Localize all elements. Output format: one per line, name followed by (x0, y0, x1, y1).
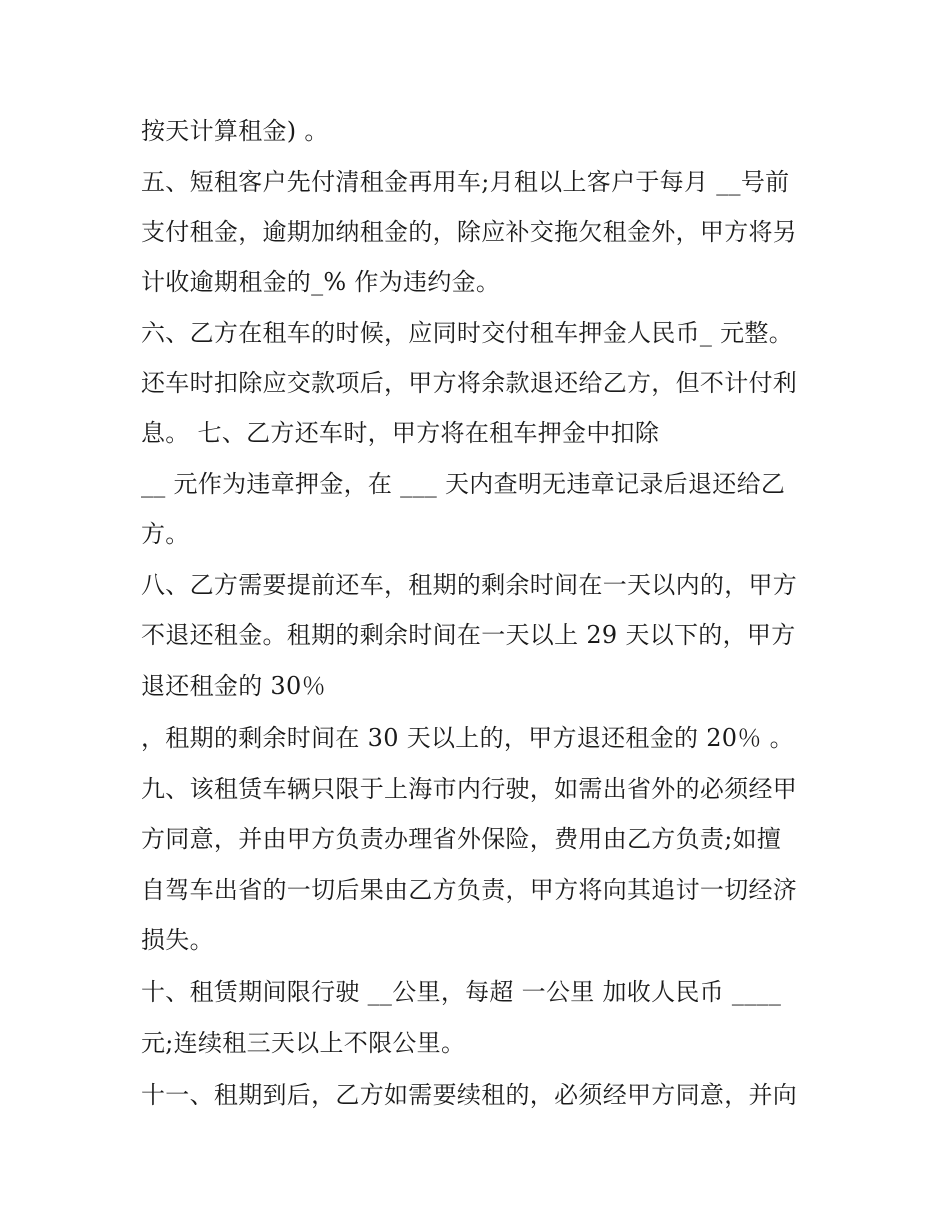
text-line: 自驾车出省的一切后果由乙方负责，甲方将向其追讨一切经济 (141, 876, 798, 904)
text-line: 退还租金的 30％ (141, 672, 326, 700)
text-line: 六、乙方在租车的时候，应同时交付租车押金人民币_ 元整。 (141, 319, 794, 347)
text-line: 十、租赁期间限行驶 __公里，每超 一公里 加收人民币 ____ (141, 978, 782, 1006)
text-line: 损失。 (141, 926, 214, 954)
text-line: 五、短租客户先付清租金再用车;月租以上客户于每月 __号前 (141, 168, 790, 196)
text-line: 方。 (141, 520, 190, 548)
text-line: __ 元作为违章押金，在 ___ 天内查明无违章记录后退还给乙 (141, 470, 786, 498)
text-line: 支付租金，逾期加纳租金的，除应补交拖欠租金外，甲方将另 (141, 218, 798, 246)
text-line: 元;连续租三天以上不限公里。 (141, 1029, 466, 1057)
text-line: 还车时扣除应交款项后，甲方将余款退还给乙方，但不计付利 (141, 369, 798, 397)
text-line: 息。 七、乙方还车时，甲方将在租车押金中扣除 (141, 419, 660, 447)
text-line: 不退还租金。租期的剩余时间在一天以上 29 天以下的，甲方 (141, 621, 796, 649)
text-line: ，租期的剩余时间在 30 天以上的，甲方退还租金的 20％ 。 (141, 724, 794, 752)
text-line: 八、乙方需要提前还车，租期的剩余时间在一天以内的，甲方 (141, 571, 798, 599)
text-line: 九、该租赁车辆只限于上海市内行驶，如需出省外的必须经甲 (141, 775, 798, 803)
text-line: 方同意，并由甲方负责办理省外保险，费用由乙方负责;如擅 (141, 825, 782, 853)
text-line: 按天计算租金) 。 (141, 117, 329, 145)
text-line: 十一、租期到后，乙方如需要续租的，必须经甲方同意，并向 (141, 1081, 798, 1109)
text-line: 计收逾期租金的_% 作为违约金。 (141, 268, 501, 296)
